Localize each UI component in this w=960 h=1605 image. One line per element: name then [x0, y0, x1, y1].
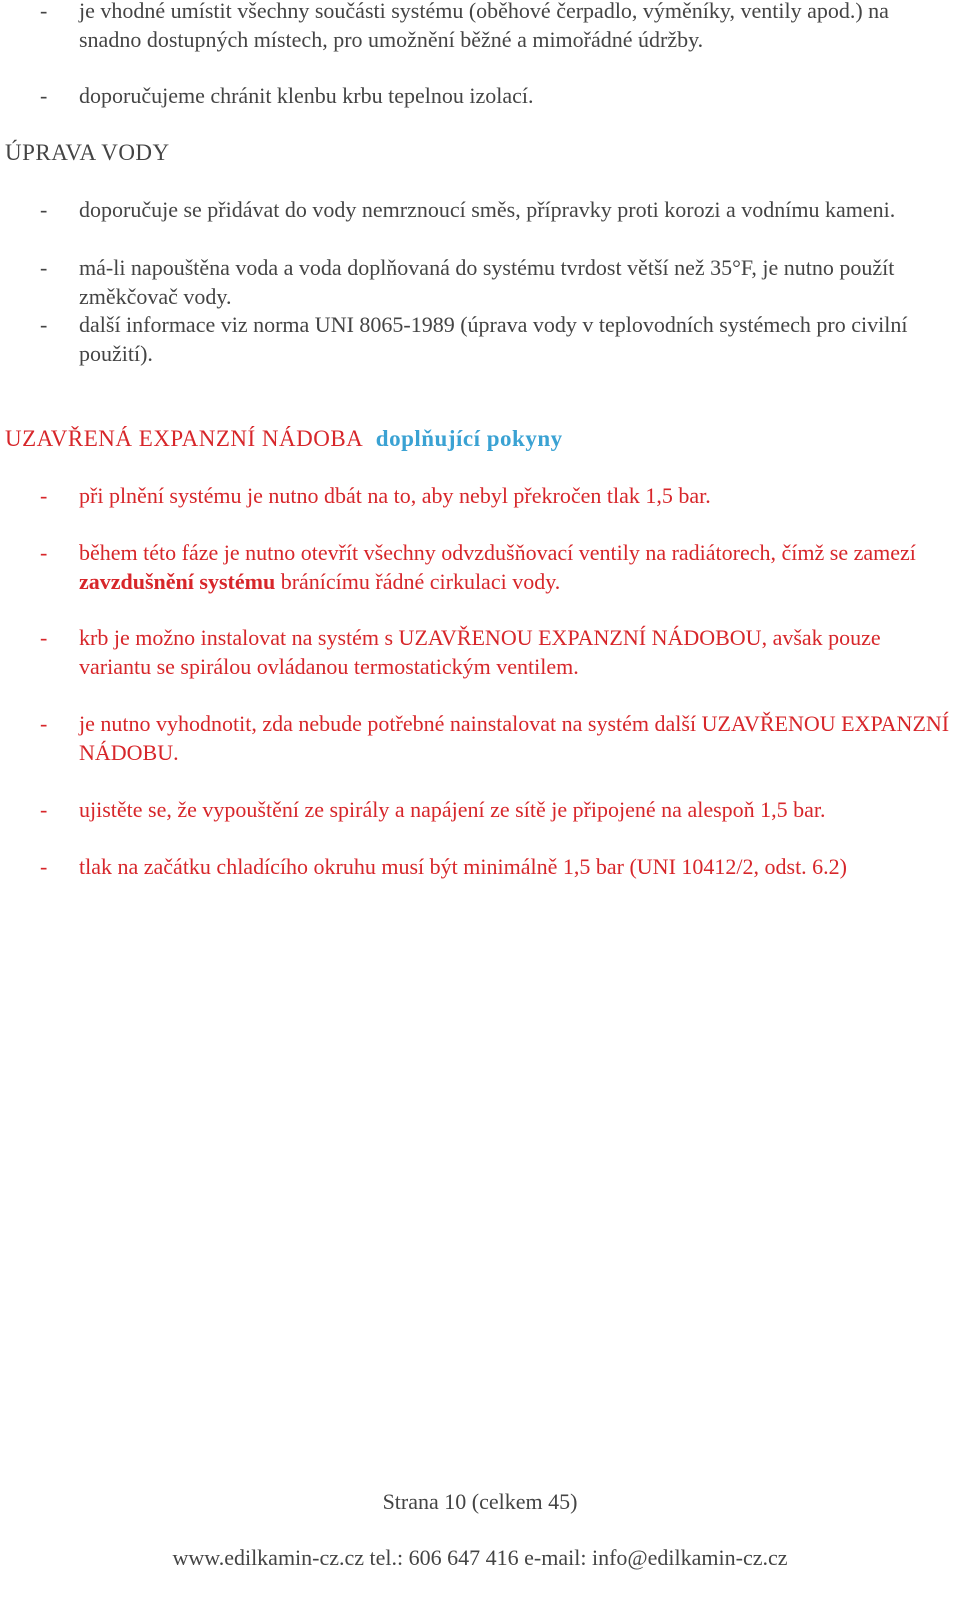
list-item-text: při plnění systému je nutno dbát na to, aby nebyl překročen tlak 1,5 bar.: [79, 483, 711, 508]
bullet-dash: -: [40, 625, 48, 650]
list-item: [0, 81, 950, 110]
list-item-text: je nutno vyhodnotit, zda nebude potřebné nainstalovat na systém další UZAVŘENOU EXPANZNÍ NÁDOBU.: [79, 711, 950, 765]
list-item-text-end: bránícímu řádné cirkulaci vody.: [275, 569, 561, 594]
list-item-text: doporučuje se přidávat do vody nemrznoucí směs, přípravky proti korozi a vodnímu kameni.: [79, 197, 896, 222]
list-item: [0, 195, 950, 224]
bullet-dash: -: [40, 312, 48, 337]
bullet-dash: -: [40, 711, 48, 736]
list-item-text: krb je možno instalovat na systém s UZAVŘENOU EXPANZNÍ NÁDOBOU, avšak pouze variantu se spirálou ovládanou termostatickým ventilem.: [79, 625, 881, 679]
list-item: [0, 310, 950, 368]
bullet-dash: -: [40, 0, 48, 23]
bullet-dash: -: [40, 197, 48, 222]
section-title: UZAVŘENÁ EXPANZNÍ NÁDOBA: [5, 426, 364, 451]
page-number: Strana 10 (celkem 45): [382, 1489, 578, 1514]
bullet-dash: -: [40, 255, 48, 280]
footer-contact: www.edilkamin-cz.cz tel.: 606 647 416 e-mail: info@edilkamin-cz.cz: [172, 1545, 788, 1570]
bullet-dash: -: [40, 540, 48, 565]
list-item: [0, 0, 950, 54]
list-item: [0, 481, 950, 510]
list-item-text-start: během této fáze je nutno otevřít všechny odvzdušňovací ventily na radiátorech, čímž se zamezí: [79, 540, 916, 565]
list-item-text: další informace viz norma UNI 8065-1989 (úprava vody v teplovodních systémech pro civilní použití).: [79, 312, 908, 366]
section-subtitle: doplňující pokyny: [375, 426, 563, 451]
bullet-dash: -: [40, 854, 48, 879]
list-item-text: tlak na začátku chladícího okruhu musí být minimálně 1,5 bar (UNI 10412/2, odst. 6.2): [79, 854, 848, 879]
list-item: [0, 709, 950, 767]
list-item: [0, 538, 950, 596]
list-item: [0, 852, 950, 881]
bullet-dash: -: [40, 83, 48, 108]
list-item-text: [79, 538, 950, 596]
list-item: [0, 795, 950, 824]
section-heading-tank: [5, 424, 563, 453]
list-item-text: ujistěte se, že vypouštění ze spirály a napájení ze sítě je připojené na alespoň 1,5 bar.: [79, 797, 826, 822]
list-item-text: má-li napouštěna voda a voda doplňovaná do systému tvrdost větší než 35°F, je nutno použít změkčovač vody.: [79, 255, 895, 309]
list-item-text: doporučujeme chránit klenbu krbu tepelnou izolací.: [79, 83, 534, 108]
section-heading-water: ÚPRAVA VODY: [5, 140, 170, 165]
list-item-text: je vhodné umístit všechny součásti systému (oběhové čerpadlo, výměníky, ventily apod.) na snadno dostupných místech, pro umožnění běžné a mimořádné údržby.: [79, 0, 889, 52]
bullet-dash: -: [40, 483, 48, 508]
list-item: [0, 253, 950, 311]
emphasis-text: zavzdušnění systému: [79, 569, 276, 594]
list-item: [0, 623, 950, 681]
bullet-dash: -: [40, 797, 48, 822]
